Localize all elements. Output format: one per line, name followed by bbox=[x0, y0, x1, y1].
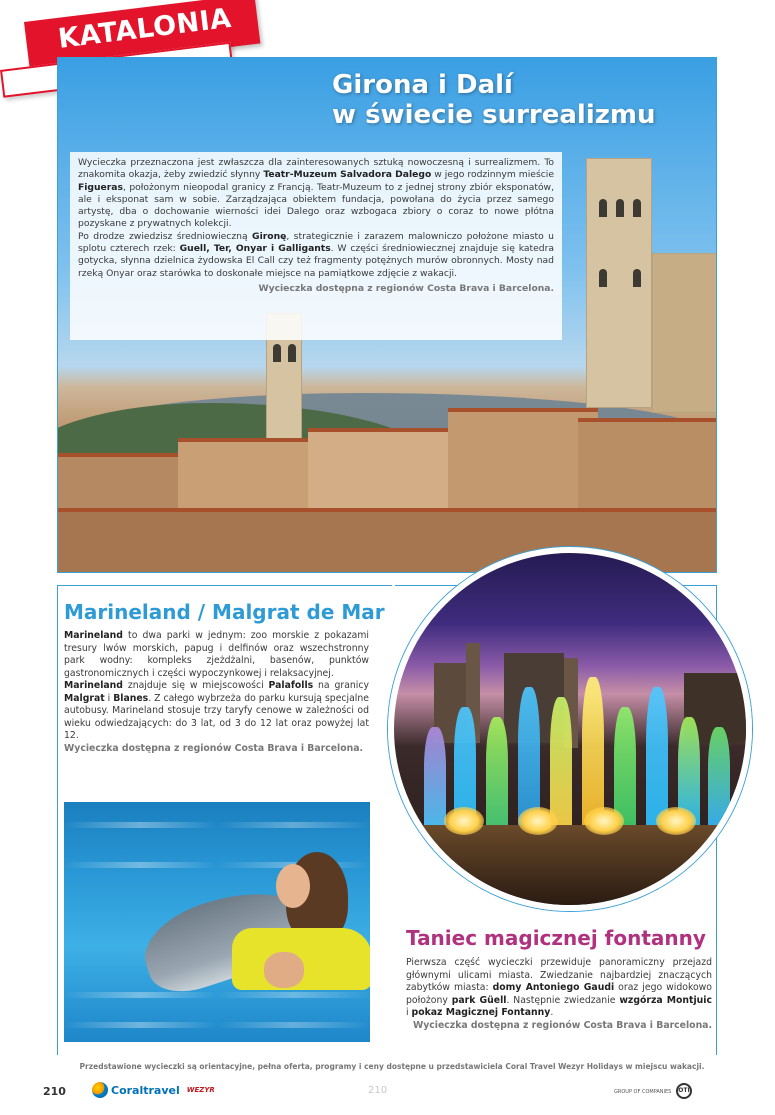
page-number-ghost: 210 bbox=[368, 1085, 388, 1096]
fountain-jet bbox=[646, 687, 668, 827]
woman-arm bbox=[264, 952, 304, 988]
fountain-highlight: domy Antoniego Gaudi bbox=[492, 982, 615, 993]
fountain-jet bbox=[550, 697, 572, 827]
marineland-description bbox=[64, 630, 369, 755]
fountain-jet bbox=[518, 687, 540, 827]
girona-text: Wycieczka przeznaczona jest zwłaszcza dla zainteresowanych sztuką nowoczesną i surrealizmem. To znakomita okazja, żeby zwiedzić słynny bbox=[78, 157, 554, 181]
coral-travel-wordmark: Coraltravel bbox=[111, 1083, 180, 1097]
group-of-companies-label: GROUP OF COMPANIES bbox=[614, 1089, 672, 1095]
marineland-availability: Wycieczka dostępna z regionów Costa Brava i Barcelona. bbox=[64, 742, 364, 754]
coral-travel-logo bbox=[92, 1082, 215, 1098]
fountain-light bbox=[518, 807, 558, 835]
girona-highlight: Gironę bbox=[252, 230, 287, 242]
photo-cathedral-nave bbox=[652, 253, 717, 413]
girona-title: Girona i Dalí bbox=[332, 70, 513, 100]
fountain-jet bbox=[582, 677, 604, 827]
fountain-photo bbox=[388, 547, 752, 911]
girona-text: . W części średniowiecznej znajduje się katedra gotycka, słynna dzielnica żydowska El Call czy też fragmenty potężnych murów obronnych. Mosty nad rzeką Onyar oraz starówka to doskonałe miejsce na pamiątkowe zdjęcie z wakacji. bbox=[78, 243, 554, 279]
tower-window bbox=[599, 199, 607, 217]
water-ripple bbox=[64, 822, 370, 828]
page-number: 210 bbox=[43, 1085, 66, 1098]
fountain-highlight: pokaz Magicznej Fontanny bbox=[411, 1007, 551, 1018]
marineland-text: na granicy bbox=[313, 680, 369, 691]
marineland-title: Marineland / Malgrat de Mar bbox=[64, 600, 385, 624]
water-ripple bbox=[64, 992, 370, 998]
wezyr-wordmark: WEZYR bbox=[186, 1086, 215, 1094]
fountain-title: Taniec magicznej fontanny bbox=[406, 926, 706, 950]
footer-disclaimer: Przedstawione wycieczki są orientacyjne, pełna oferta, programy i ceny dostępne u przedstawiciela Coral Travel Wezyr Holidays w miejscu wakacji. bbox=[79, 1062, 705, 1071]
water-ripple bbox=[64, 1022, 370, 1028]
tower-window bbox=[599, 269, 607, 287]
girona-subtitle: w świecie surrealizmu bbox=[332, 100, 656, 130]
fountain-jet bbox=[486, 717, 508, 827]
fountain-text: oraz jego widokowo położony bbox=[406, 982, 712, 1006]
fountain-light bbox=[584, 807, 624, 835]
marineland-highlight: Palafolls bbox=[268, 680, 314, 691]
region-label: KATALONIA bbox=[56, 2, 234, 55]
marineland-highlight: Malgrat bbox=[64, 692, 105, 704]
girona-highlight: Teatr-Muzeum Salvadora Dalego bbox=[263, 169, 432, 181]
girona-availability: Wycieczka dostępna z regionów Costa Brava i Barcelona. bbox=[258, 282, 554, 294]
marineland-text: i bbox=[104, 692, 114, 704]
tower-window bbox=[288, 344, 296, 362]
fountain-text: Pierwsza część wycieczki przewiduje panoramiczny przejazd głównymi ulicami miasta. Zwiedzanie najbardziej znaczących zabytków miasta: bbox=[406, 957, 712, 993]
tower-window bbox=[633, 199, 641, 217]
fountain-light bbox=[444, 807, 484, 835]
marineland-text: znajduje się w miejscowości bbox=[122, 680, 269, 691]
fountain-text: . bbox=[550, 1007, 554, 1018]
fountain-jet bbox=[708, 727, 730, 827]
tower-window bbox=[273, 344, 281, 362]
marineland-highlight: Marineland bbox=[64, 680, 123, 691]
fountain-text: . Następnie zwiedzanie bbox=[506, 994, 620, 1006]
girona-text: , położonym nieopodal granicy z Francją. Teatr-Muzeum to z jednej strony zbiór eksponatów, ale i eksponat sam w sobie. Zarządzająca obiektem fundacja, powołana do życia przez samego artystę, dba o dochowanie wierności idei Dalego oraz wzbogaca zbiory o coraz to nowe płótna pozyskane z prywatnych kolekcji. bbox=[78, 181, 554, 230]
dolphin-photo bbox=[64, 802, 370, 1042]
marineland-highlight: Blanes bbox=[113, 692, 149, 704]
fountain-basin bbox=[394, 825, 752, 905]
fountain-jet bbox=[614, 707, 636, 827]
tower-window bbox=[633, 269, 641, 287]
fountain-availability: Wycieczka dostępna z regionów Costa Brava i Barcelona. bbox=[412, 1019, 712, 1031]
woman-face bbox=[276, 864, 310, 908]
fountain-light bbox=[656, 807, 696, 835]
fountain-jet bbox=[424, 727, 446, 827]
girona-highlight: Guell, Ter, Onyar i Galligants bbox=[179, 243, 331, 255]
tower-window bbox=[616, 199, 624, 217]
photo-cathedral-tower bbox=[586, 158, 652, 408]
fountain-text: i bbox=[406, 1007, 412, 1018]
fountain-highlight: park Güell bbox=[451, 994, 507, 1006]
marineland-text: to dwa parki w jednym: zoo morskie z pokazami tresury lwów morskich, papug i delfinów oraz wszechstronny park wodny: kompleks zjeżdżalni, basenów, punktów gastronomicznych i części wypoczynkowej i relaksacyjnej. bbox=[64, 630, 369, 679]
girona-highlight: Figueras bbox=[78, 181, 123, 193]
fountain-highlight: wzgórza Montjuic bbox=[619, 994, 712, 1006]
girona-text: w jego rodzinnym mieście bbox=[431, 169, 554, 181]
coral-ball-icon bbox=[92, 1082, 108, 1098]
marineland-highlight: Marineland bbox=[64, 630, 123, 641]
oti-logo-icon: OTI bbox=[676, 1083, 692, 1099]
girona-text: Po drodze zwiedzisz średniowieczną bbox=[78, 230, 253, 242]
girona-text: , strategicznie i zarazem malowniczo położone miasto u splotu czterech rzek: bbox=[78, 230, 554, 255]
marineland-text: . Z całego wybrzeża do parku kursują specjalne autobusy. Marineland stosuje trzy taryfy cenowe w zależności od wieku odwiedzających: do 3 lat, od 3 do 12 lat oraz powyżej lat 12. bbox=[64, 692, 369, 741]
fountain-description bbox=[406, 957, 712, 1032]
girona-description bbox=[70, 152, 562, 340]
